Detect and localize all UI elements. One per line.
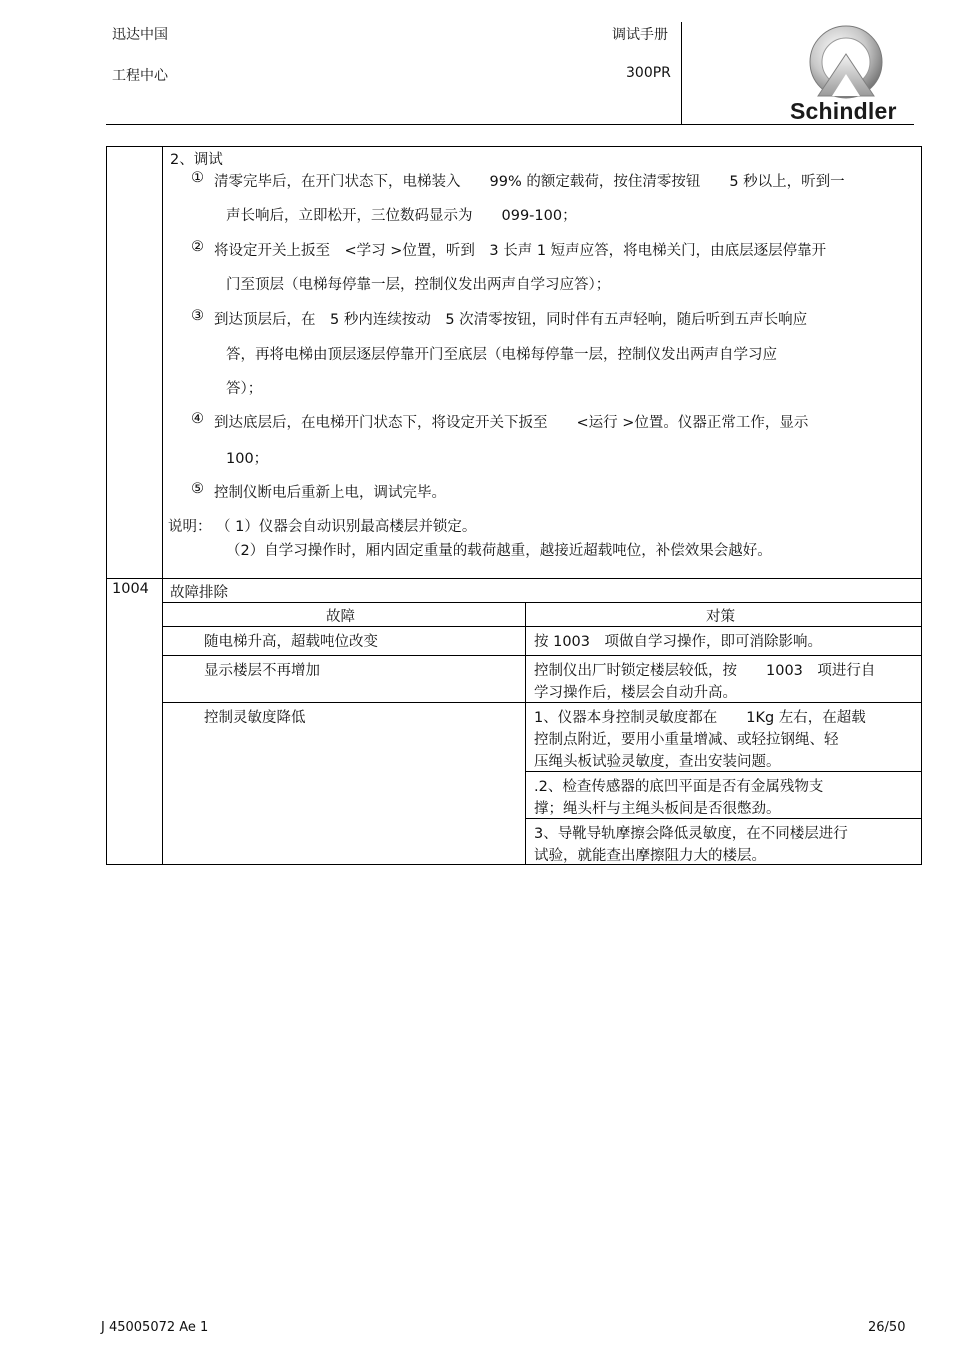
step-text-line: 到达顶层后，在 5 秒内连续按动 5 次清零按钮，同时伴有五声轻响，随后听到五声长响应 (214, 312, 808, 328)
frame-col-divider (162, 146, 163, 865)
logo-wordmark: Schindler (790, 98, 897, 124)
step-text-line: 答）； (226, 381, 263, 397)
step-number: ④ (191, 411, 204, 427)
measure-cell: 3、导靴导轨摩擦会降低灵敏度，在不同楼层进行 (534, 826, 848, 842)
table-top-border (162, 602, 922, 603)
department-name: 工程中心 (112, 68, 168, 84)
step-text-line: 将设定开关上扳至 <学习 >位置，听到 3 长声 1 短声应答，将电梯关门，由底层逐层停靠开 (214, 243, 827, 259)
doc-title: 调试手册 (612, 27, 668, 43)
step-text-line: 声长响后，立即松开，三位数码显示为 099-100； (226, 208, 577, 224)
step-text-line: 到达底层后，在电梯开门状态下，将设定开关下扳至 <运行 >位置。仪器正常工作，显示 (214, 415, 809, 431)
note-label: 说明： (168, 519, 212, 535)
page-number: 26/50 (868, 1320, 906, 1335)
table-header-measure: 对策 (706, 609, 735, 625)
measure-cell: 控制仪出厂时锁定楼层较低，按 1003 项进行自 (534, 663, 876, 679)
item-code: 1004 (112, 581, 149, 597)
measure-cell: 控制点附近，要用小重量增减、或轻拉钢绳、轻 (534, 732, 839, 748)
table-header-fault: 故障 (326, 609, 355, 625)
measure-cell: .2、检查传感器的底凹平面是否有金属残物支 (534, 779, 824, 795)
frame-left-border (106, 146, 107, 865)
logo-emblem-icon (786, 24, 916, 104)
table-header-bottom (162, 626, 922, 627)
measure-cell: 学习操作后，楼层会自动升高。 (534, 685, 737, 701)
step-text-line: 答，再将电梯由顶层逐层停靠开门至底层（电梯每停靠一层，控制仪发出两声自学习应 (226, 347, 777, 363)
measure-cell: 1、仪器本身控制灵敏度都在 1Kg 左右，在超载 (534, 710, 866, 726)
step-text-line: 100； (226, 451, 269, 467)
table-subrow-divider (525, 818, 922, 819)
company-name: 迅达中国 (112, 27, 168, 43)
note-line: （ 1）仪器会自动识别最高楼层并锁定。 (216, 519, 477, 535)
step-text-line: 门至顶层（电梯每停靠一层，控制仪发出两声自学习应答）； (226, 277, 611, 293)
frame-right-border (921, 146, 922, 865)
measure-cell: 按 1003 项做自学习操作，即可消除影响。 (534, 634, 823, 650)
measure-cell: 撑；绳头杆与主绳头板间是否很憋劲。 (534, 801, 781, 817)
step-number: ⑤ (191, 481, 204, 497)
step-number: ① (191, 170, 204, 186)
model-number: 300PR (626, 65, 671, 81)
step-text-line: 控制仪断电后重新上电，调试完毕。 (214, 485, 446, 501)
measure-cell: 试验，就能查出摩擦阻力大的楼层。 (534, 848, 766, 864)
measure-cell: 压绳头板试验灵敏度，查出安装问题。 (534, 754, 781, 770)
step-number: ② (191, 239, 204, 255)
fault-cell: 显示楼层不再增加 (204, 663, 320, 679)
table-row-divider (162, 655, 922, 656)
doc-number: J 45005072 Ae 1 (101, 1320, 209, 1335)
troubleshoot-title: 故障排除 (170, 585, 228, 601)
fault-cell: 随电梯升高，超载吨位改变 (204, 634, 378, 650)
schindler-logo (786, 24, 916, 128)
section-title: 2、调试 (170, 152, 223, 168)
fault-cell: 控制灵敏度降低 (204, 710, 306, 726)
table-col-divider (525, 602, 526, 865)
note-line: （2）自学习操作时，厢内固定重量的载荷越重，越接近超载吨位，补偿效果会越好。 (226, 543, 772, 559)
step-number: ③ (191, 308, 204, 324)
table-row-divider (162, 702, 922, 703)
frame-section-divider (106, 578, 922, 579)
frame-bottom-border (106, 864, 922, 865)
header-divider (681, 22, 682, 124)
step-text-line: 清零完毕后，在开门状态下，电梯装入 99% 的额定载荷，按住清零按钮 5 秒以上，听到一 (214, 174, 845, 190)
frame-top-border (106, 146, 922, 147)
table-subrow-divider (525, 771, 922, 772)
